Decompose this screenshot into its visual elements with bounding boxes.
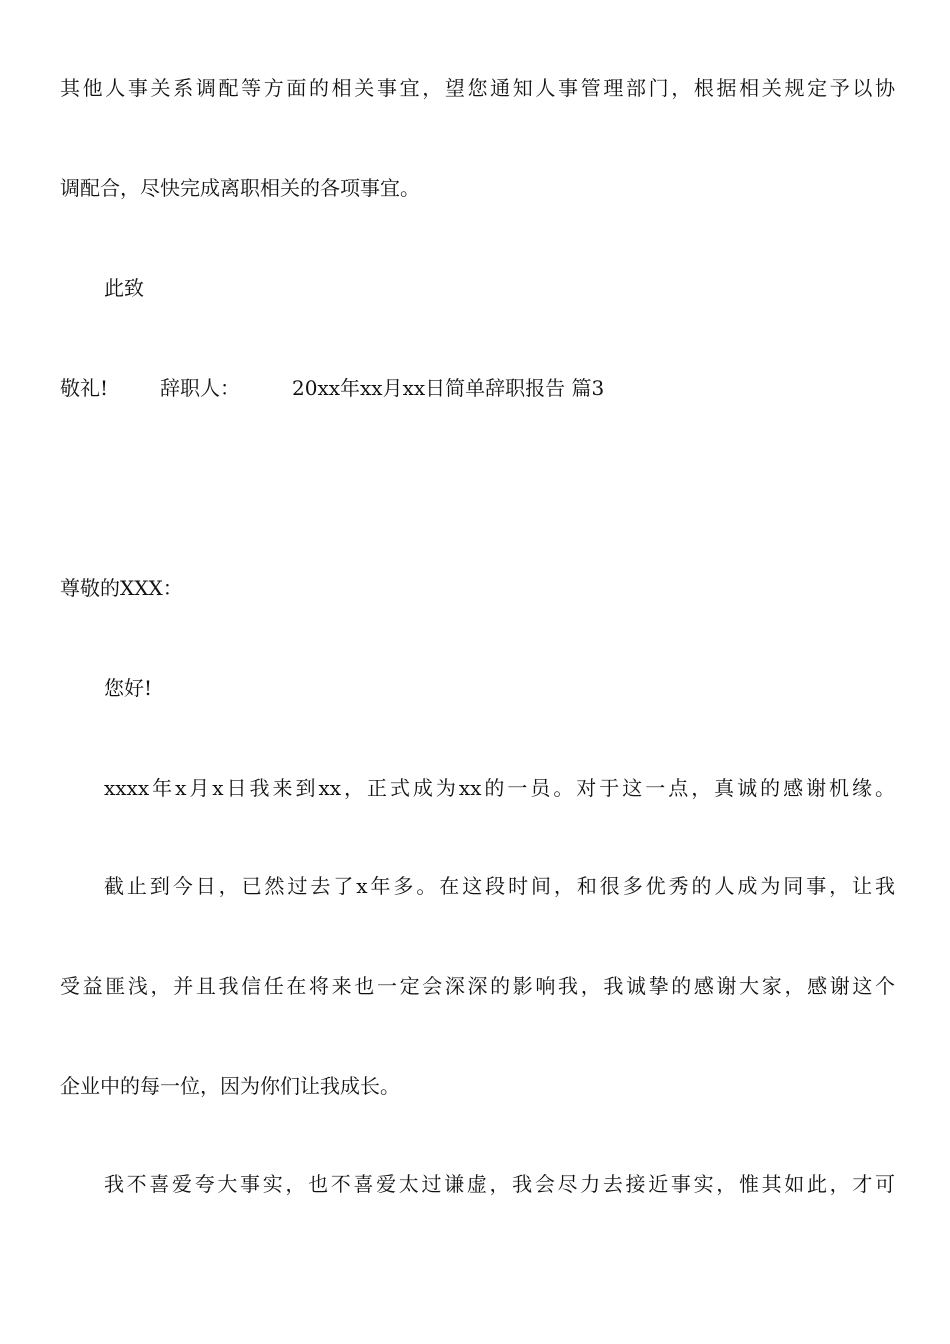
signer-label: 辞职人：: [160, 376, 240, 400]
greeting: 您好!: [104, 676, 153, 700]
paragraph-line: 企业中的每一位，因为你们让我成长。: [60, 1074, 400, 1098]
salute-text: 敬礼!: [60, 376, 109, 400]
paragraph-line: 受益匪浅，并且我信任在将来也一定会深深的影响我，我诚挚的感谢大家，感谢这个: [60, 974, 895, 998]
paragraph-line: 截止到今日，已然过去了x年多。在这段时间，和很多优秀的人成为同事，让我: [104, 874, 895, 898]
closing-phrase: 此致: [104, 276, 144, 300]
paragraph-line: 我不喜爱夸大事实，也不喜爱太过谦虚，我会尽力去接近事实，惟其如此，才可: [104, 1172, 895, 1196]
signature-line: [60, 374, 895, 402]
salutation: 尊敬的XXX：: [60, 576, 183, 600]
paragraph-line: 调配合，尽快完成离职相关的各项事宜。: [60, 176, 420, 200]
date-and-section-title: 20xx年xx月xx日简单辞职报告 篇3: [292, 376, 605, 400]
paragraph-line: xxxx年x月x日我来到xx，正式成为xx的一员。对于这一点，真诚的感谢机缘。: [104, 776, 895, 800]
paragraph-line: 其他人事关系调配等方面的相关事宜，望您通知人事管理部门，根据相关规定予以协: [60, 76, 895, 100]
